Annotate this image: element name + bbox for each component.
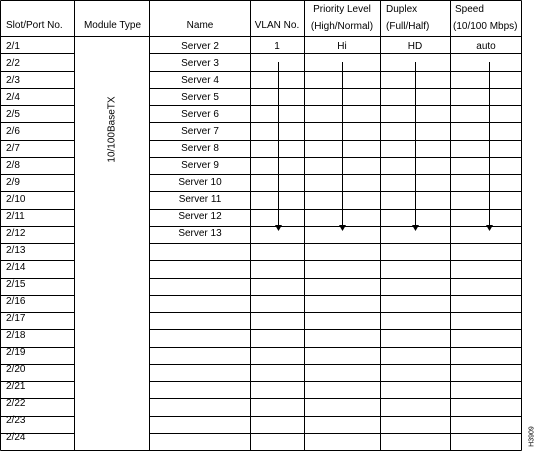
header-vlan: VLAN No. bbox=[254, 20, 300, 31]
header-module-type: Module Type bbox=[83, 20, 142, 31]
cell-name: Server 10 bbox=[178, 177, 222, 188]
header-priority-line1: Priority Level bbox=[313, 4, 371, 15]
cell-port: 2/17 bbox=[6, 313, 26, 324]
module-type-value: 10/100BaseTX bbox=[106, 96, 118, 163]
cell-port: 2/7 bbox=[6, 143, 20, 154]
cell-port: 2/1 bbox=[6, 41, 20, 52]
header-duplex-line2: (Full/Half) bbox=[386, 21, 430, 32]
cell-priority: Hi bbox=[337, 41, 347, 52]
down-arrow-icon bbox=[339, 225, 346, 231]
cell-name: Server 12 bbox=[178, 211, 222, 222]
cell-name: Server 6 bbox=[181, 109, 219, 120]
cell-port: 2/18 bbox=[6, 330, 26, 341]
cell-duplex: HD bbox=[407, 41, 423, 52]
header-name: Name bbox=[186, 20, 214, 31]
cell-name: Server 7 bbox=[181, 126, 219, 137]
cell-port: 2/21 bbox=[6, 381, 26, 392]
header-speed-line2: (10/100 Mbps) bbox=[453, 21, 518, 32]
cell-port: 2/12 bbox=[6, 228, 26, 239]
cell-port: 2/13 bbox=[6, 245, 26, 256]
header-speed-line1: Speed bbox=[455, 4, 484, 15]
cell-port: 2/11 bbox=[6, 211, 25, 222]
cell-vlan: 1 bbox=[274, 41, 280, 52]
cell-port: 2/15 bbox=[6, 279, 26, 290]
cell-name: Server 11 bbox=[178, 194, 222, 205]
cell-name: Server 9 bbox=[181, 160, 219, 171]
cell-port: 2/20 bbox=[6, 364, 26, 375]
cell-port: 2/4 bbox=[6, 92, 20, 103]
cell-name: Server 5 bbox=[181, 92, 219, 103]
cell-speed: auto bbox=[476, 41, 496, 52]
cell-port: 2/2 bbox=[6, 58, 20, 69]
cell-port: 2/16 bbox=[6, 296, 26, 307]
cell-port: 2/3 bbox=[6, 75, 20, 86]
cell-name: Server 2 bbox=[181, 41, 219, 52]
cell-name: Server 3 bbox=[181, 58, 219, 69]
cell-port: 2/22 bbox=[6, 398, 26, 409]
figure-id: H3909 bbox=[528, 426, 536, 447]
cell-port: 2/14 bbox=[6, 262, 26, 273]
cell-port: 2/10 bbox=[6, 194, 26, 205]
cell-port: 2/23 bbox=[6, 415, 26, 426]
cell-port: 2/24 bbox=[6, 432, 26, 443]
cell-name: Server 13 bbox=[178, 228, 222, 239]
cell-port: 2/8 bbox=[6, 160, 20, 171]
cell-port: 2/6 bbox=[6, 126, 20, 137]
cell-port: 2/9 bbox=[6, 177, 20, 188]
cell-name: Server 8 bbox=[181, 143, 219, 154]
header-slot-port: Slot/Port No. bbox=[6, 20, 63, 31]
cell-name: Server 4 bbox=[181, 75, 219, 86]
down-arrow-icon bbox=[275, 225, 282, 231]
header-duplex-line1: Duplex bbox=[386, 4, 418, 15]
down-arrow-icon bbox=[412, 225, 419, 231]
down-arrow-icon bbox=[486, 225, 493, 231]
cell-port: 2/19 bbox=[6, 347, 26, 358]
cell-port: 2/5 bbox=[6, 109, 20, 120]
header-priority-line2: (High/Normal) bbox=[310, 21, 374, 32]
